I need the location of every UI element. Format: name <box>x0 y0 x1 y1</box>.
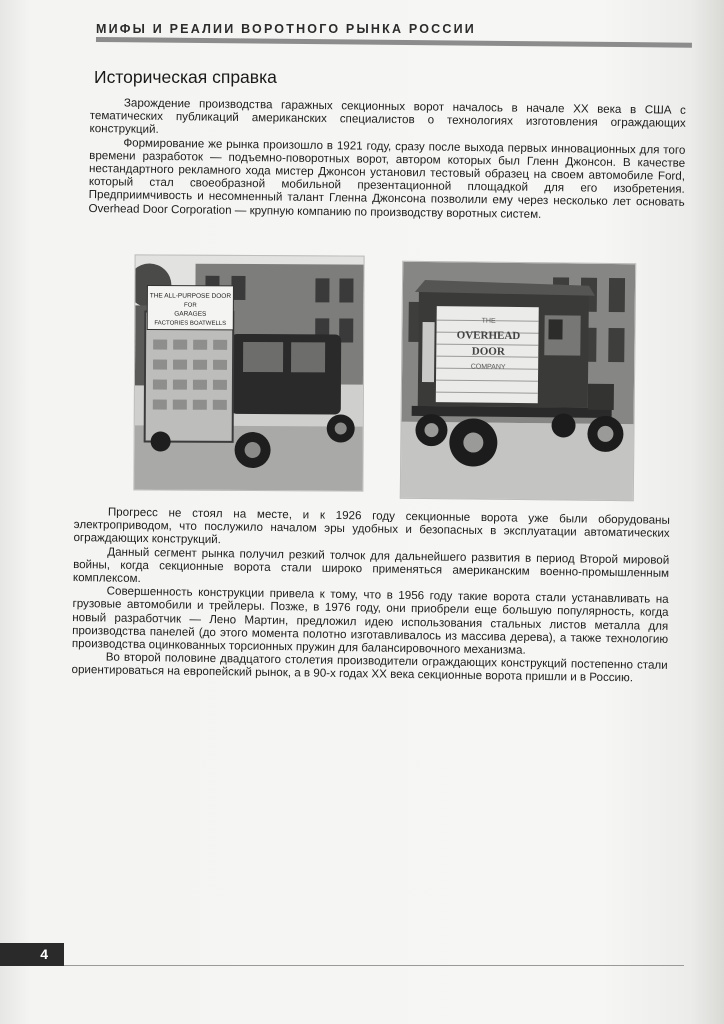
header-rule <box>96 37 692 48</box>
sign-line: COMPANY <box>470 363 506 371</box>
paragraph: Прогресс не стоял на месте, и к 1926 году секционные ворота уже были оборудованы электроприводом, что послужило началом эры удобных и безопасных в эксплуатации автоматических ограждающих конструкций. <box>73 505 670 547</box>
photo-overhead-door-truck-right <box>400 261 636 501</box>
sign-line: THE ALL-PURPOSE DOOR <box>149 292 232 300</box>
text-block-bottom <box>71 505 669 685</box>
sign-line: THE <box>481 317 496 325</box>
footer-rule <box>64 965 684 966</box>
running-header: МИФЫ И РЕАЛИИ ВОРОТНОГО РЫНКА РОССИИ <box>96 22 476 36</box>
paragraph: Зарождение производства гаражных секционных ворот началось в начале XX века в США с тематических публикаций американских специалистов о технологиях изготовления ограждающих конструкций. <box>89 96 686 137</box>
paragraph: Совершенность конструкции привела к тому, что в 1956 году такие ворота стали устанавливать на грузовые автомобили и трейлеры. Позже, в 1976 году, они приобрели еще большую популярность, когда новый разработчик — Лено Мартин, предложил идею использования стальных листов металла для производства панелей (до этого момента полотно изготавливалось из массива дерева), а также технологию производства оцинкованных торсионных пружин для балансировочного механизма. <box>71 584 669 657</box>
photo-ford-truck-left <box>133 254 364 491</box>
sign-line: FOR <box>184 302 197 309</box>
sign-line: GARAGES <box>174 310 207 318</box>
section-title: Историческая справка <box>94 67 277 87</box>
truck-photo-illustration <box>401 262 635 500</box>
paragraph: Формирование же рынка произошло в 1921 году, сразу после выхода первых инновационных для того времени разработок — подъемно-поворотных ворот, автором которых был Гленн Джонсон. В качестве нестандартного рекламного хода мистер Джонсон установил тестовый образец на своем автомобиле Ford, который стал своеобразной мобильной презентационной площадкой для его изобретения. Предприимчивость и несомненный талант Гленна Джонсона позволили ему через несколько лет основать Overhead Door Corporation — крупную компанию по производству воротных систем. <box>88 136 686 221</box>
truck-photo-illustration <box>134 255 363 490</box>
sign-line: DOOR <box>471 345 505 358</box>
page-number: 4 <box>0 943 64 966</box>
sign-line: OVERHEAD <box>456 329 521 343</box>
paragraph: Данный сегмент рынка получил резкий толчок для дальнейшего развития в период Второй мировой войны, когда секционные ворота стали широко применяться американским военно-промышленным комплексом. <box>72 545 670 586</box>
text-block-top <box>88 96 686 223</box>
sign-line: FACTORIES BOATWELLS <box>154 320 227 327</box>
paragraph: Во второй половине двадцатого столетия производители ограждающих конструкций постепенно стали ориентироваться на европейский рынок, а в 90-х годах XX века секционные ворота пришли и в Россию. <box>71 650 668 685</box>
